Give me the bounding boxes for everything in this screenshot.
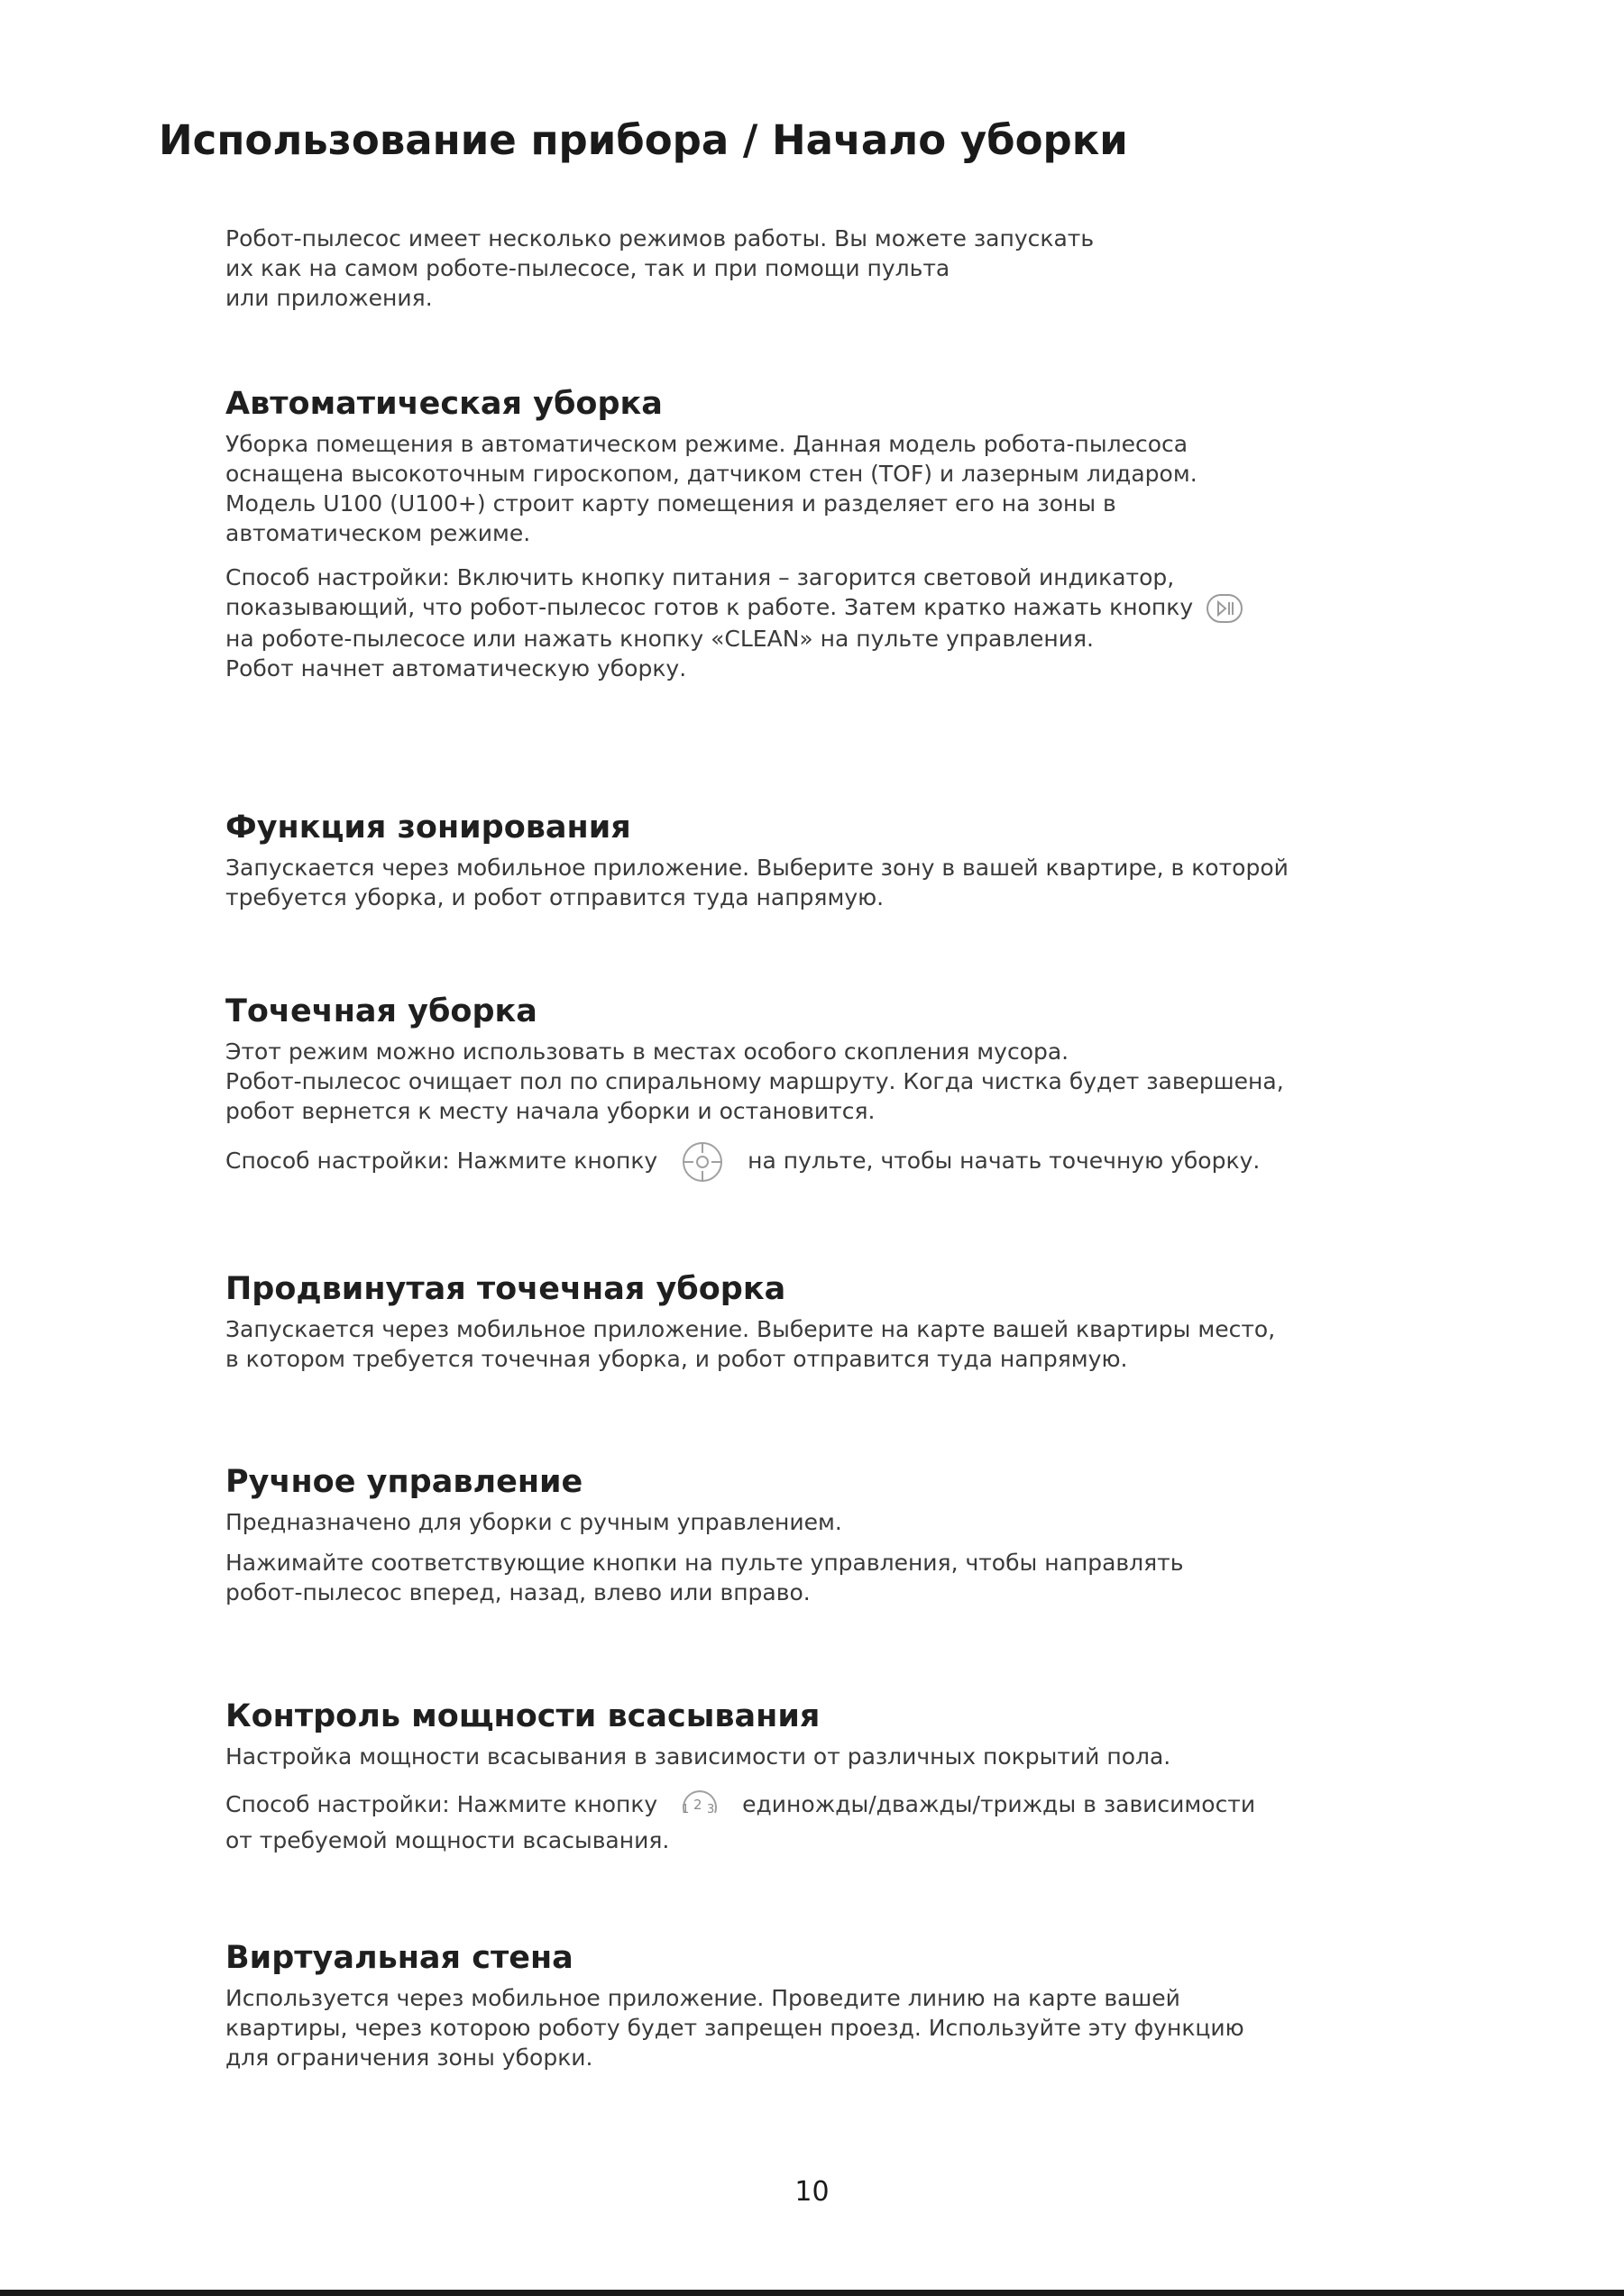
text-line: Робот начнет автоматическую уборку. [225,655,687,681]
section-paragraph [225,1742,1506,1771]
text-line: требуется уборка, и робот отправится туда напрямую. [225,884,885,910]
text-line: от требуемой мощности всасывания. [225,1827,670,1853]
spot-clean-icon [681,1140,724,1184]
svg-text:2: 2 [693,1797,702,1813]
bottom-border [0,2290,1624,2296]
text-line: Модель U100 (U100+) строит карту помещения и разделяет его на зоны в [225,490,1116,517]
intro-paragraph [225,224,1094,313]
section-heading: Контроль мощности всасывания [225,1698,821,1734]
section-auto-cleaning [225,382,1506,683]
section-heading: Продвинутая точечная уборка [225,1271,786,1307]
section-paragraph [225,1548,1506,1607]
section-paragraph [225,429,1506,548]
text-line: в котором требуется точечная уборка, и робот отправится туда напрямую. [225,1346,1128,1372]
section-heading: Виртуальная стена [225,1940,573,1976]
section-paragraph [225,1983,1506,2072]
text-line-with-icon [225,592,1506,624]
svg-text:3: 3 [707,1803,715,1816]
text-line: для ограничения зоны уборки. [225,2044,593,2071]
section-zoning [225,806,1506,912]
svg-text:1: 1 [682,1803,690,1816]
text-line: единожды/дважды/трижды в зависимости [742,1791,1256,1817]
section-spot-cleaning [225,990,1506,1184]
text-line-with-icon [225,1140,1506,1184]
section-suction-power [225,1695,1506,1855]
section-heading: Ручное управление [225,1464,583,1500]
text-line: Используется через мобильное приложение. Проведите линию на карте вашей [225,1985,1180,2011]
text-line: Уборка помещения в автоматическом режиме. Данная модель робота-пылесоса [225,431,1188,457]
play-pause-icon [1206,593,1243,624]
text-line: оснащена высокоточным гироскопом, датчиком стен (TOF) и лазерным лидаром. [225,461,1197,487]
text-line: на роботе-пылесосе или нажать кнопку «CLEAN» на пульте управления. [225,626,1094,652]
section-paragraph [225,1037,1506,1126]
text-line: Этот режим можно использовать в местах особого скопления мусора. [225,1038,1069,1065]
text-line: Предназначено для уборки с ручным управлением. [225,1509,842,1535]
text-line: их как на самом роботе-пылесосе, так и при помощи пульта [225,255,950,281]
setup-paragraph [225,1786,1506,1855]
text-line: робот вернется к месту начала уборки и остановится. [225,1098,876,1124]
text-line: Настройка мощности всасывания в зависимости от различных покрытий пола. [225,1743,1171,1770]
section-virtual-wall [225,1936,1506,2072]
page-title: Использование прибора / Начало уборки [159,116,1128,164]
text-line: Запускается через мобильное приложение. Выберите на карте вашей квартиры место, [225,1316,1276,1342]
section-paragraph [225,1314,1506,1374]
setup-paragraph [225,1140,1506,1184]
setup-paragraph [225,563,1506,683]
suction-level-icon [677,1786,722,1825]
text-line: Способ настройки: Включить кнопку питания – загорится световой индикатор, [225,564,1175,590]
text-line: Способ настройки: Нажмите кнопку [225,1148,658,1174]
page-number: 10 [794,2176,830,2208]
text-line: квартиры, через которою роботу будет запрещен проезд. Используйте эту функцию [225,2015,1244,2041]
text-line: показывающий, что робот-пылесос готов к работе. Затем кратко нажать кнопку [225,594,1194,620]
section-heading: Автоматическая уборка [225,386,663,422]
section-heading: Точечная уборка [225,993,537,1029]
text-line: на пульте, чтобы начать точечную уборку. [748,1148,1261,1174]
text-line: Способ настройки: Нажмите кнопку [225,1791,658,1817]
text-line-with-icon [225,1786,1506,1825]
text-line: Нажимайте соответствующие кнопки на пульте управления, чтобы направлять [225,1550,1184,1576]
section-heading: Функция зонирования [225,810,631,846]
section-manual-control [225,1460,1506,1607]
section-advanced-spot [225,1267,1506,1374]
text-line: Робот-пылесос очищает пол по спиральному маршруту. Когда чистка будет завершена, [225,1068,1284,1094]
text-line: робот-пылесос вперед, назад, влево или вправо. [225,1579,811,1605]
text-line: Запускается через мобильное приложение. Выберите зону в вашей квартире, в которой [225,855,1289,881]
text-line: автоматическом режиме. [225,520,531,546]
section-paragraph [225,853,1506,912]
text-line: или приложения. [225,285,433,311]
text-line: Робот-пылесос имеет несколько режимов работы. Вы можете запускать [225,225,1095,252]
section-paragraph [225,1507,1506,1537]
